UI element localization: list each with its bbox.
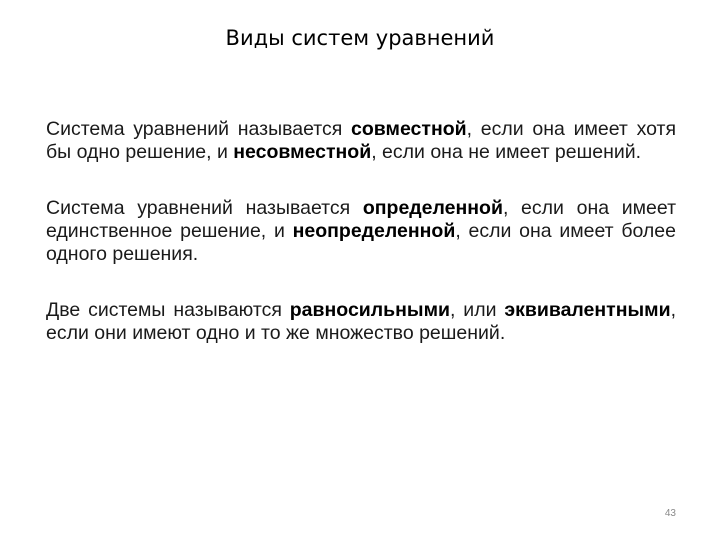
text-segment: , или <box>450 299 505 321</box>
text-segment: , если она не имеет решений. <box>371 141 642 163</box>
paragraph-equivalent <box>46 299 676 345</box>
paragraph-consistent <box>46 118 676 164</box>
text-segment: Система уравнений называется <box>46 197 363 219</box>
text-segment: Две системы называются <box>46 299 290 321</box>
text-segment: Система уравнений называется <box>46 118 352 140</box>
term-determinate: определенной <box>362 197 503 219</box>
text-segment: , если она имеет более одного решения. <box>46 220 676 265</box>
term-equivalent: эквивалентными <box>504 299 671 321</box>
term-indeterminate: неопределенной <box>292 220 456 242</box>
term-consistent: совместной <box>351 118 467 140</box>
term-inconsistent: несовместной <box>233 141 372 163</box>
text-segment: , если она имеет единственное решение, и <box>46 197 676 242</box>
paragraph-determinate <box>46 197 676 266</box>
page-number: 43 <box>664 508 676 519</box>
text-segment: , если они имеют одно и то же множество решений. <box>46 299 676 344</box>
text-segment: , если она имеет хотя бы одно решение, и <box>46 118 677 163</box>
term-equipotent: равносильными <box>289 299 450 321</box>
slide-body <box>46 118 676 378</box>
slide-title: Виды систем уравнений <box>225 26 495 50</box>
